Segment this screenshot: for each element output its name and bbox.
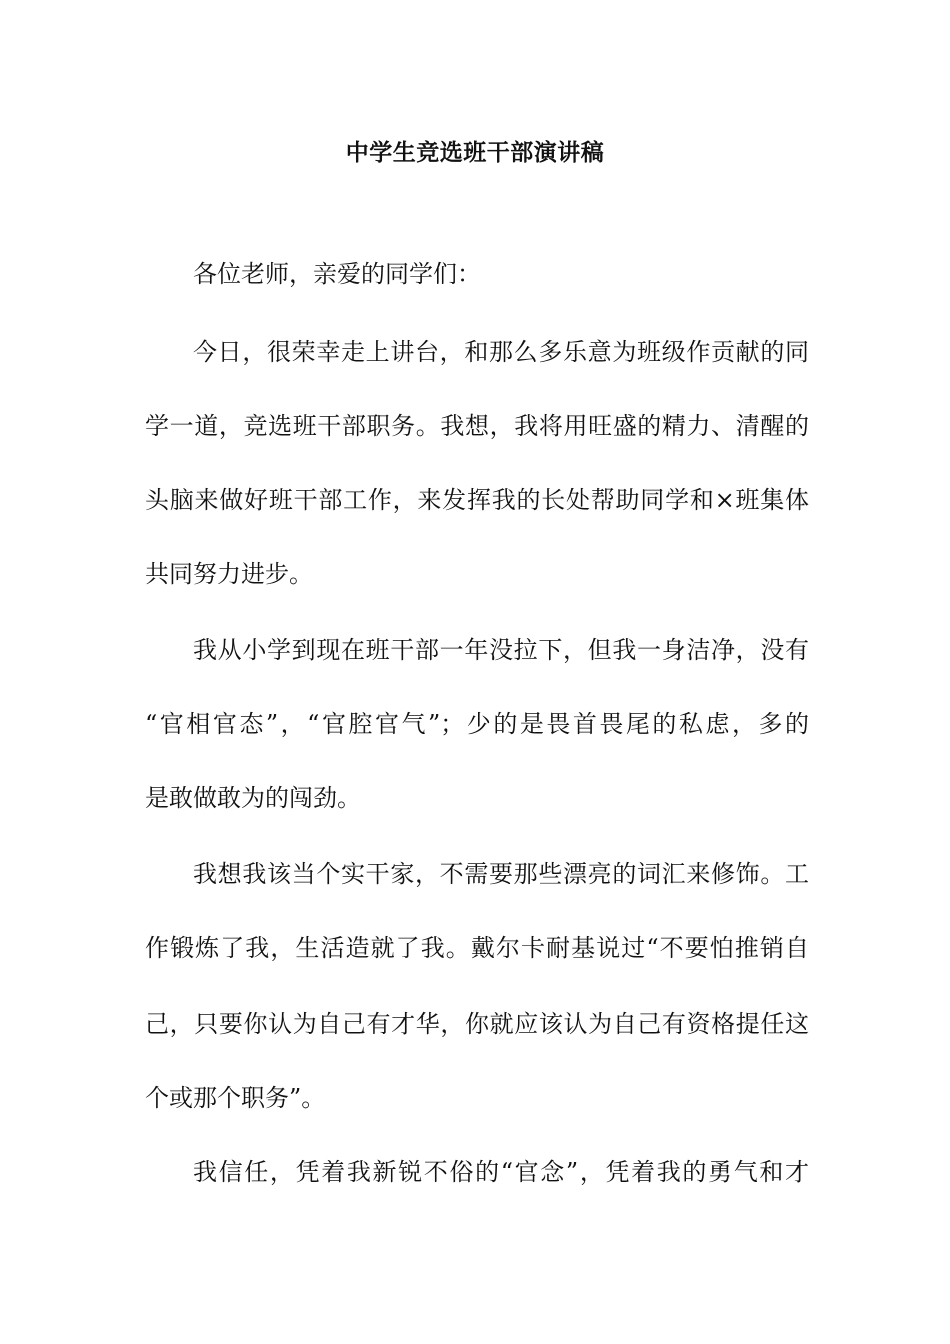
paragraph-3-line-4: 个或那个职务”。 [145,1084,326,1112]
paragraph-1-line-3: 头脑来做好班干部工作，来发挥我的长处帮助同学和×班集体 [145,486,809,514]
document-title: 中学生竞选班干部演讲稿 [345,139,605,166]
paragraph-1-line-2: 学一道，竞选班干部职务。我想，我将用旺盛的精力、清醒的 [145,412,809,440]
paragraph-4-line-1: 我信任，凭着我新锐不俗的“官念”，凭着我的勇气和才 [193,1158,809,1186]
paragraph-2-line-1: 我从小学到现在班干部一年没拉下，但我一身洁净，没有 [193,636,809,664]
paragraph-1-line-1: 今日，很荣幸走上讲台，和那么多乐意为班级作贡献的同 [193,338,809,366]
paragraph-2-line-3: 是敢做敢为的闯劲。 [145,784,361,812]
paragraph-1-line-4: 共同努力进步。 [145,560,313,588]
paragraph-3-line-3: 己，只要你认为自己有才华，你就应该认为自己有资格提任这 [145,1010,809,1038]
salutation-line: 各位老师，亲爱的同学们： [193,260,481,288]
paragraph-2-line-2: “官相官态”，“官腔官气”；少的是畏首畏尾的私虑，多的 [145,710,809,738]
paragraph-3-line-1: 我想我该当个实干家，不需要那些漂亮的词汇来修饰。工 [193,860,809,888]
paragraph-3-line-2: 作锻炼了我，生活造就了我。戴尔卡耐基说过“不要怕推销自 [145,934,809,962]
